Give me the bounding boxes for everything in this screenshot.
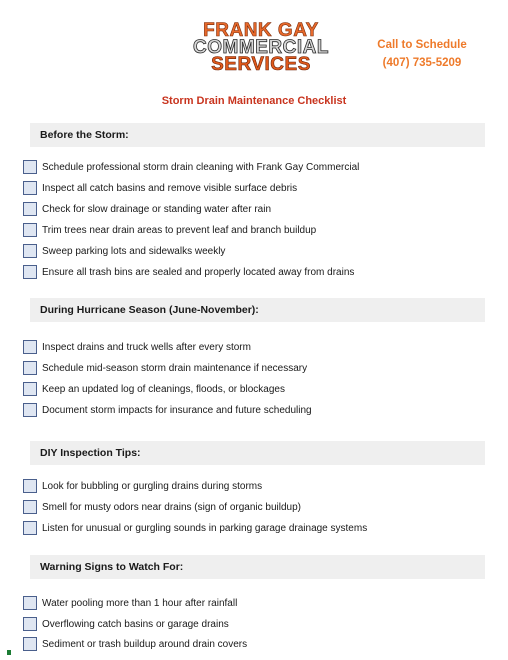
checkbox[interactable]: [23, 500, 37, 514]
checklist-item-label: Listen for unusual or gurgling sounds in parking garage drainage systems: [42, 522, 368, 534]
checklist-item[interactable]: [23, 402, 312, 418]
checkbox[interactable]: [23, 181, 37, 195]
checklist-item[interactable]: [23, 381, 285, 397]
page-title: Storm Drain Maintenance Checklist: [161, 95, 347, 107]
checklist-item[interactable]: [23, 201, 271, 217]
section-heading-diy-tips: DIY Inspection Tips:: [30, 441, 485, 465]
company-logo: [186, 22, 336, 73]
checkbox[interactable]: [23, 244, 37, 258]
checkbox[interactable]: [23, 637, 37, 651]
logo-line-2: COMMERCIAL: [193, 37, 329, 58]
checklist-item-label: Overflowing catch basins or garage drains: [42, 618, 229, 630]
checklist-item-label: Keep an updated log of cleanings, floods, or blockages: [42, 383, 285, 395]
checkbox[interactable]: [23, 202, 37, 216]
page-corner-mark: [7, 650, 11, 655]
checklist-item[interactable]: [23, 636, 247, 652]
checkbox[interactable]: [23, 265, 37, 279]
section-heading-before-storm: Before the Storm:: [30, 123, 485, 147]
checklist-item-label: Smell for musty odors near drains (sign of organic buildup): [42, 501, 302, 513]
checklist-item[interactable]: [23, 499, 301, 515]
checklist-item-label: Look for bubbling or gurgling drains during storms: [42, 480, 263, 492]
checklist-item[interactable]: [23, 360, 307, 376]
logo-line-1: FRANK GAY: [203, 20, 319, 41]
checklist-item-label: Ensure all trash bins are sealed and properly located away from drains: [42, 266, 355, 278]
checklist-item[interactable]: [23, 520, 367, 536]
checkbox[interactable]: [23, 340, 37, 354]
checklist-item[interactable]: [23, 616, 229, 632]
checklist-item[interactable]: [23, 159, 359, 175]
checklist-item[interactable]: [23, 243, 225, 259]
checkbox[interactable]: [23, 596, 37, 610]
checkbox[interactable]: [23, 361, 37, 375]
checkbox[interactable]: [23, 160, 37, 174]
checklist-item[interactable]: [23, 595, 237, 611]
checkbox[interactable]: [23, 382, 37, 396]
checklist-item[interactable]: [23, 222, 316, 238]
checklist-item-label: Inspect drains and truck wells after every storm: [42, 341, 251, 353]
checklist-item[interactable]: [23, 180, 297, 196]
cta-label: Call to Schedule: [377, 39, 467, 51]
logo-line-3: SERVICES: [211, 54, 311, 75]
call-to-schedule: [366, 36, 478, 72]
section-heading-hurricane-season: During Hurricane Season (June-November):: [30, 298, 485, 322]
checkbox[interactable]: [23, 479, 37, 493]
checkbox[interactable]: [23, 617, 37, 631]
checklist-item-label: Trim trees near drain areas to prevent leaf and branch buildup: [42, 224, 317, 236]
section-heading-warning-signs: Warning Signs to Watch For:: [30, 555, 485, 579]
checklist-item-label: Water pooling more than 1 hour after rainfall: [42, 597, 238, 609]
checklist-item[interactable]: [23, 478, 262, 494]
checklist-item-label: Sediment or trash buildup around drain covers: [42, 638, 248, 650]
checklist-item-label: Check for slow drainage or standing water after rain: [42, 203, 272, 215]
checklist-item-label: Document storm impacts for insurance and future scheduling: [42, 404, 312, 416]
checklist-item-label: Sweep parking lots and sidewalks weekly: [42, 245, 226, 257]
checklist-item-label: Schedule professional storm drain cleaning with Frank Gay Commercial: [42, 161, 360, 173]
checkbox[interactable]: [23, 223, 37, 237]
checkbox[interactable]: [23, 403, 37, 417]
checklist-item-label: Inspect all catch basins and remove visible surface debris: [42, 182, 298, 194]
checklist-item[interactable]: [23, 339, 251, 355]
phone-number[interactable]: (407) 735-5209: [382, 57, 462, 69]
checklist-item-label: Schedule mid-season storm drain maintenance if necessary: [42, 362, 308, 374]
checklist-item[interactable]: [23, 264, 354, 280]
checkbox[interactable]: [23, 521, 37, 535]
